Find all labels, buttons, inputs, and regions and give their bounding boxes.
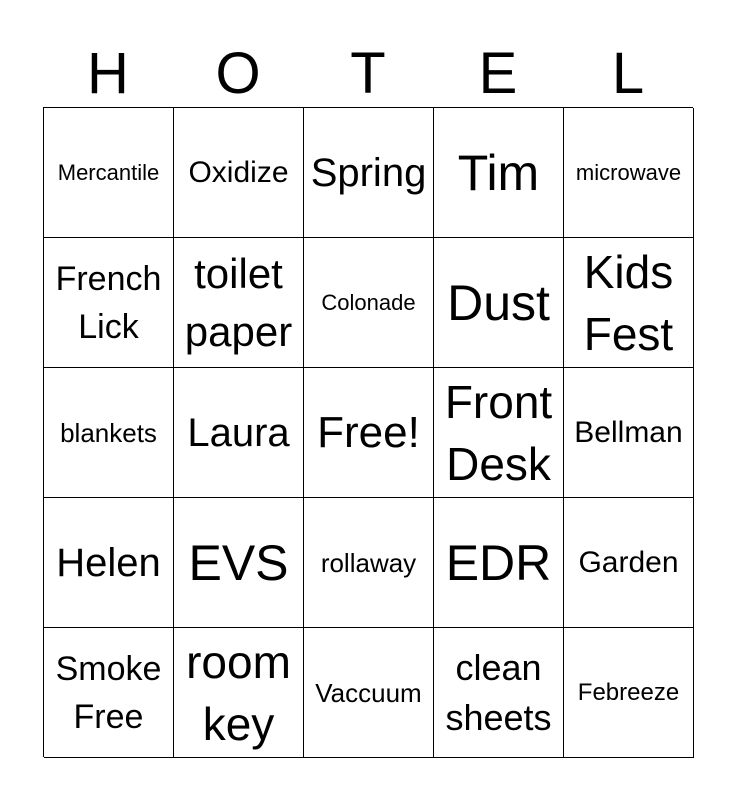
cell-label: Laura: [187, 410, 290, 455]
bingo-cell[interactable]: [44, 368, 174, 498]
cell-label: Mercantile: [57, 159, 160, 185]
bingo-cell[interactable]: [564, 628, 694, 758]
cell-label: room key: [186, 635, 291, 750]
bingo-cell[interactable]: [434, 108, 564, 238]
cell-label: toilet paper: [184, 249, 293, 355]
cell-label: Kids Fest: [583, 245, 674, 360]
bingo-cell[interactable]: [304, 368, 434, 498]
header-letter-l: L: [611, 41, 645, 106]
bingo-header: [43, 40, 693, 108]
cell-label: Garden: [578, 545, 679, 579]
cell-label: microwave: [575, 159, 682, 185]
cell-label: Helen: [56, 540, 161, 585]
cell-label: Febreeze: [577, 678, 680, 706]
bingo-cell[interactable]: [434, 628, 564, 758]
cell-label: Oxidize: [188, 155, 289, 189]
bingo-cell[interactable]: [434, 368, 564, 498]
bingo-cell[interactable]: [304, 238, 434, 368]
bingo-cell[interactable]: [434, 498, 564, 628]
cell-label: blankets: [60, 417, 157, 448]
header-letter-h: H: [87, 41, 129, 106]
bingo-cell[interactable]: [174, 628, 304, 758]
header-letter-t: T: [350, 41, 386, 106]
cell-label: Tim: [457, 144, 540, 201]
cell-label: French Lick: [55, 259, 162, 346]
header-letter-o: O: [215, 41, 261, 106]
header-letter-e: E: [478, 41, 518, 106]
bingo-cell[interactable]: [434, 238, 564, 368]
bingo-cell[interactable]: [44, 498, 174, 628]
cell-label: EDR: [445, 534, 552, 591]
bingo-cell[interactable]: [564, 238, 694, 368]
bingo-board: [43, 107, 693, 757]
cell-label: Dust: [447, 274, 550, 331]
bingo-cell[interactable]: [564, 108, 694, 238]
bingo-cell[interactable]: [304, 108, 434, 238]
cell-label: clean sheets: [445, 646, 552, 738]
bingo-cell[interactable]: [564, 368, 694, 498]
cell-label: Vaccuum: [315, 677, 422, 708]
bingo-cell[interactable]: [174, 238, 304, 368]
cell-label: Spring: [310, 150, 427, 195]
bingo-cell[interactable]: [44, 108, 174, 238]
bingo-cell[interactable]: [44, 238, 174, 368]
bingo-cell[interactable]: [564, 498, 694, 628]
cell-label: rollaway: [320, 547, 417, 578]
bingo-cell[interactable]: [44, 628, 174, 758]
cell-label: Free!: [317, 407, 420, 457]
bingo-cell[interactable]: [304, 498, 434, 628]
cell-label: Front Desk: [444, 375, 553, 490]
bingo-cell[interactable]: [174, 498, 304, 628]
cell-label: Bellman: [574, 415, 683, 449]
bingo-cell[interactable]: [304, 628, 434, 758]
cell-label: EVS: [188, 534, 289, 591]
bingo-cell[interactable]: [174, 368, 304, 498]
bingo-cell[interactable]: [174, 108, 304, 238]
cell-label: Smoke Free: [55, 649, 162, 736]
cell-label: Colonade: [321, 289, 416, 315]
